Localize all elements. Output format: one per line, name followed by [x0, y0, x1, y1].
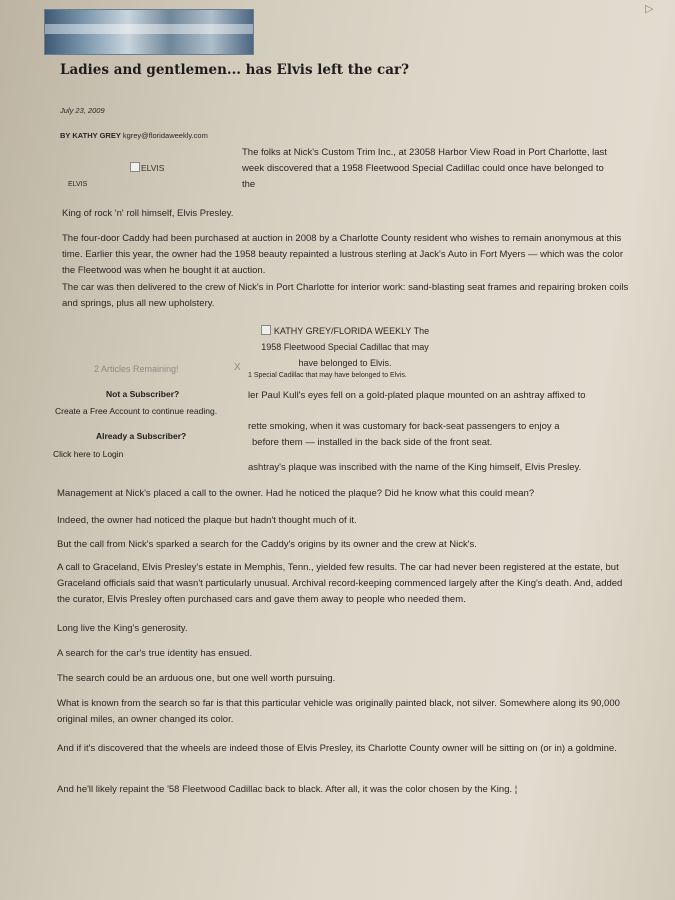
paragraph-3: The car was then delivered to the crew of Nick's in Port Charlotte for interior work: sand-blasting seat frames and repairing broken coils and springs, plus all new upholstery.: [62, 282, 629, 309]
paragraph-13: And he'll likely repaint the '58 Fleetwood Cadillac back to black. After all, it was the color chosen by the King. ¦: [57, 784, 518, 795]
paragraph-5: Indeed, the owner had noticed the plaque but hadn't thought much of it.: [57, 515, 357, 526]
author-email[interactable]: kgrey@floridaweekly.com: [122, 131, 208, 140]
create-account-link[interactable]: Create a Free Account to continue reading.: [55, 406, 218, 416]
article-byline: [60, 131, 208, 140]
clipped-line-3: ashtray's plaque was inscribed with the name of the King himself, Elvis Presley.: [248, 462, 582, 473]
clipped-line-2a: rette smoking, when it was customary for back-seat passengers to enjoy a: [248, 421, 560, 432]
image-alt-text: ELVIS: [141, 163, 165, 173]
login-link[interactable]: Click here to Login: [53, 449, 124, 459]
paragraph-1: King of rock 'n' roll himself, Elvis Presley.: [62, 208, 234, 219]
close-paywall-button[interactable]: X: [234, 362, 241, 373]
intro-paragraph: The folks at Nick's Custom Trim Inc., at 23058 Harbor View Road in Port Charlotte, last week discovered that a 1958 Fleetwood Special Cadillac could once have belonged to the: [242, 147, 607, 190]
broken-image-icon: [130, 162, 140, 172]
paragraph-7: A call to Graceland, Elvis Presley's estate in Memphis, Tenn., yielded few results. The car had never been registered at the estate, but Graceland officials said that wasn't particularly unusual. Archival record-keeping commenced largely after the King's death. And, added the curator, Elvis Presley often purchased cars and gave them away to people who needed them.: [57, 562, 623, 605]
author-name: BY KATHY GREY: [60, 131, 121, 140]
broken-image-icon: [261, 325, 271, 335]
page-corner-mark: ▷: [645, 3, 654, 15]
article-date: July 23, 2009: [60, 106, 105, 115]
clipped-line-2b: before them — installed in the back side of the front seat.: [252, 437, 493, 448]
paragraph-2: The four-door Caddy had been purchased at auction in 2008 by a Charlotte County resident who wishes to remain anonymous at this time. Earlier this year, the owner had the 1958 beauty repainted a lustrous sterling at Jack's Auto in Fort Myers — which was the color the Fleetwood was when he bought it at auction.: [62, 233, 624, 276]
broken-image: [130, 162, 164, 173]
clipped-line-1: ler Paul Kull's eyes fell on a gold-plated plaque mounted on an ashtray affixed to: [248, 390, 586, 401]
paragraph-4: Management at Nick's placed a call to the owner. Had he noticed the plaque? Did he know what this could mean?: [57, 488, 535, 499]
paragraph-8: Long live the King's generosity.: [57, 623, 188, 634]
paragraph-9: A search for the car's true identity has ensued.: [57, 648, 253, 659]
paragraph-11: What is known from the search so far is that this particular vehicle was originally painted black, not silver. Somewhere along its 90,000 original miles, an owner changed its color.: [57, 698, 620, 725]
image-caption: ELVIS: [68, 181, 88, 188]
article-headline: Ladies and gentlemen... has Elvis left the car?: [60, 62, 410, 78]
photo-caption-small: 1 Special Cadillac that may have belonged to Elvis.: [248, 372, 407, 379]
paragraph-10: The search could be an arduous one, but one well worth pursuing.: [57, 673, 336, 684]
photo-caption-text: KATHY GREY/FLORIDA WEEKLY The 1958 Fleetwood Special Cadillac that may have belonged to Elvis.: [261, 326, 430, 368]
masthead-banner: [44, 9, 254, 55]
not-subscriber-label: Not a Subscriber?: [106, 389, 180, 399]
paragraph-12: And if it's discovered that the wheels are indeed those of Elvis Presley, its Charlotte County owner will be sitting on (or in) a goldmine.: [57, 743, 617, 754]
photo-caption: [252, 323, 438, 371]
paragraph-6: But the call from Nick's sparked a search for the Caddy's origins by its owner and the crew at Nick's.: [57, 539, 477, 550]
already-subscriber-label: Already a Subscriber?: [96, 431, 187, 441]
articles-remaining: 2 Articles Remaining!: [94, 364, 179, 374]
